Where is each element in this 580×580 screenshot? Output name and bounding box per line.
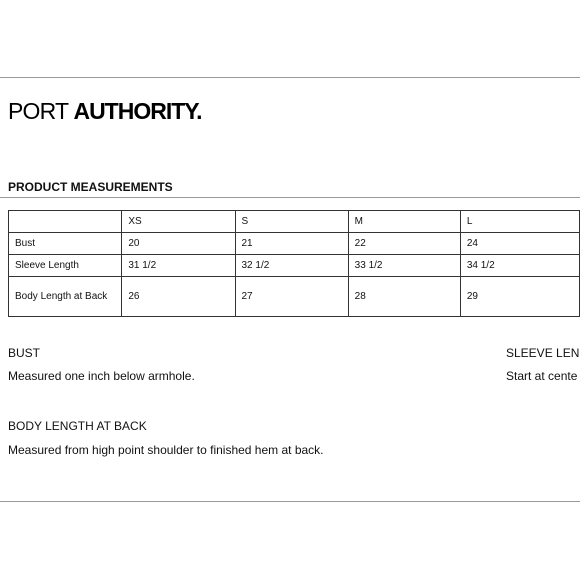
bottom-divider <box>0 501 580 502</box>
table-row <box>9 233 580 255</box>
bust-definition-text: Measured one inch below armhole. <box>8 369 195 383</box>
table-cell: 32 1/2 <box>235 255 348 277</box>
table-cell: 21 <box>235 233 348 255</box>
table-header-cell: L <box>460 211 579 233</box>
table-cell: 27 <box>235 277 348 317</box>
table-header-cell: S <box>235 211 348 233</box>
table-header-cell <box>9 211 122 233</box>
table-row-label: Bust <box>9 233 122 255</box>
brand-logo <box>8 100 201 123</box>
table-row <box>9 277 580 317</box>
sleeve-definition-text: Start at cente <box>506 369 578 383</box>
table-cell: 22 <box>348 233 460 255</box>
section-divider <box>0 197 580 198</box>
table-row <box>9 255 580 277</box>
measurements-table <box>8 210 580 317</box>
table-header-row <box>9 211 580 233</box>
table-header-cell: M <box>348 211 460 233</box>
table-cell: 26 <box>122 277 235 317</box>
brand-logo-part2: AUTHORITY. <box>73 98 202 124</box>
table-cell: 33 1/2 <box>348 255 460 277</box>
top-divider <box>0 77 580 78</box>
table-row-label: Sleeve Length <box>9 255 122 277</box>
table-row-label: Body Length at Back <box>9 277 122 317</box>
body-length-definition-text: Measured from high point shoulder to finished hem at back. <box>8 443 324 457</box>
table-cell: 24 <box>460 233 579 255</box>
table-cell: 34 1/2 <box>460 255 579 277</box>
table-cell: 31 1/2 <box>122 255 235 277</box>
table-cell: 28 <box>348 277 460 317</box>
sleeve-definition-title: SLEEVE LEN <box>506 346 580 360</box>
table-cell: 20 <box>122 233 235 255</box>
bust-definition-title: BUST <box>8 346 41 360</box>
section-title: PRODUCT MEASUREMENTS <box>8 180 173 194</box>
table-header-cell: XS <box>122 211 235 233</box>
brand-logo-part1: PORT <box>8 98 74 124</box>
body-length-definition-title: BODY LENGTH AT BACK <box>8 419 147 433</box>
table-cell: 29 <box>460 277 579 317</box>
